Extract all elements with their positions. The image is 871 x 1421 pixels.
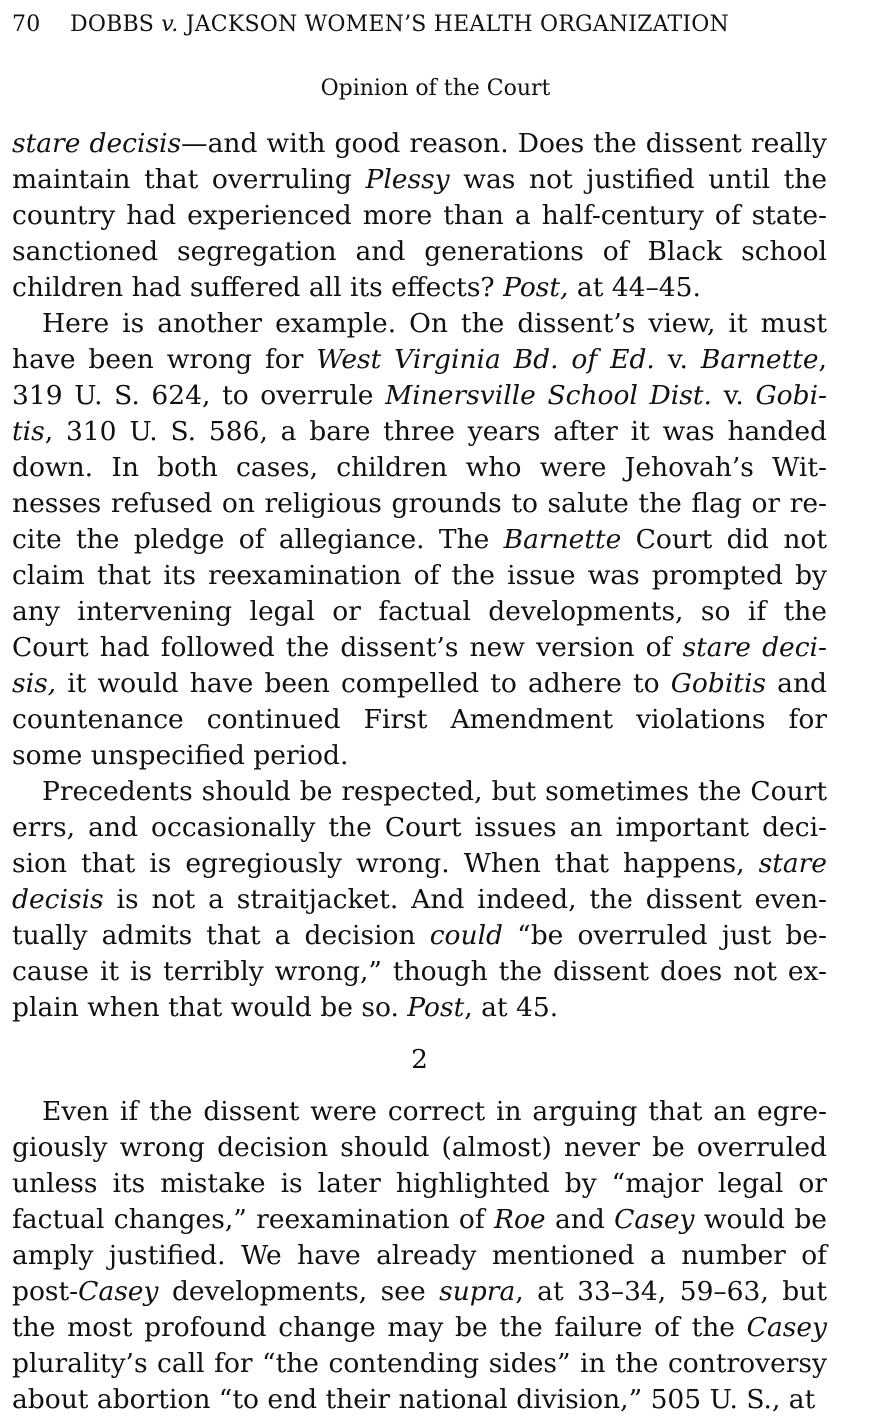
text: , at 45. — [464, 992, 559, 1023]
case-title-part: DOBBS — [70, 12, 162, 37]
text: Here is another example. On the dissent’s view, it must have been wrong for — [12, 308, 827, 375]
page-number: 70 — [12, 12, 41, 37]
body-text — [12, 126, 827, 1418]
text: plurality’s call for “the contending sides” in the controversy about abortion “to end their national division,” 505 U. S., at — [12, 1348, 827, 1415]
text: developments, see — [158, 1276, 440, 1307]
text: Even if the dissent were correct in arguing that an egre-giously wrong decision should (almost) never be overruled unless its mistake is later highlighted by “major legal or factual changes,” reexamination of — [12, 1096, 827, 1235]
italic-text: Post — [407, 992, 465, 1023]
italic-text: stare decisis — [12, 848, 827, 915]
text: was not justified until the country had experienced more than a half-century of state-sanctioned segregation and generations of Black school children had suffered all its effects? — [12, 164, 827, 303]
italic-text: West Virginia Bd. of Ed. — [316, 344, 655, 375]
italic-text: Minersville School Dist. — [385, 380, 712, 411]
paragraph-4 — [12, 1094, 827, 1418]
paragraph-1 — [12, 126, 827, 306]
case-title-part: JACKSON WOMEN’S HEALTH ORGANIZATION — [178, 12, 729, 37]
italic-text: Barnette — [503, 524, 622, 555]
italic-text: Gobitis — [670, 668, 767, 699]
text: v. — [711, 380, 756, 411]
italic-text: Casey — [746, 1312, 827, 1343]
italic-text: stare decisis — [12, 128, 182, 159]
opinion-label: Opinion of the Court — [320, 76, 551, 101]
italic-text: Casey — [78, 1276, 159, 1307]
text: and countenance continued First Amendment violations for some unspecified period. — [12, 668, 827, 771]
text: , at 33–34, 59–63, but the most profound change may be the failure of the — [12, 1276, 827, 1343]
text: —and with good reason. Does the dissent really maintain that overruling — [12, 128, 827, 195]
text: , 319 U. S. 624, to overrule — [12, 344, 827, 411]
italic-text: Roe — [494, 1204, 546, 1235]
italic-text: could — [429, 920, 504, 951]
text: v. — [654, 344, 701, 375]
text: at 44–45. — [568, 272, 701, 303]
italic-text: Post, — [503, 272, 569, 303]
paragraph-2 — [12, 306, 827, 774]
running-head — [12, 12, 827, 37]
text: , 310 U. S. 586, a bare three years after it was handed down. In both cases, children who were Jehovah’s Wit-nesses refused on religious grounds to salute the flag or re-cite the pledge of allegiance. The — [12, 416, 827, 555]
paragraph-3 — [12, 774, 827, 1026]
case-title — [70, 12, 729, 37]
text: Precedents should be respected, but sometimes the Court errs, and occasionally the Court issues an important deci-sion that is egregiously wrong. When that happens, — [12, 776, 827, 879]
italic-text: Plessy — [365, 164, 450, 195]
text: Court did not claim that its reexamination of the issue was prompted by any intervening legal or factual developments, so if the Court had followed the dissent’s new version of — [12, 524, 827, 663]
italic-text: Casey — [614, 1204, 695, 1235]
section-number: 2 — [411, 1044, 428, 1075]
italic-text: Gobi-tis — [12, 380, 828, 447]
text: would be amply justified. We have already mentioned a number of post- — [12, 1204, 827, 1307]
italic-text: stare deci-sis, — [12, 632, 827, 699]
text: is not a straitjacket. And indeed, the dissent even-tually admits that a decision — [12, 884, 827, 951]
text: and — [545, 1204, 615, 1235]
text: “be overruled just be-cause it is terribly wrong,” though the dissent does not ex-plain when that would be so. — [12, 920, 827, 1023]
case-title-versus: v. — [161, 12, 179, 37]
text: it would have been compelled to adhere to — [56, 668, 671, 699]
italic-text: supra — [439, 1276, 516, 1307]
italic-text: Barnette — [700, 344, 819, 375]
